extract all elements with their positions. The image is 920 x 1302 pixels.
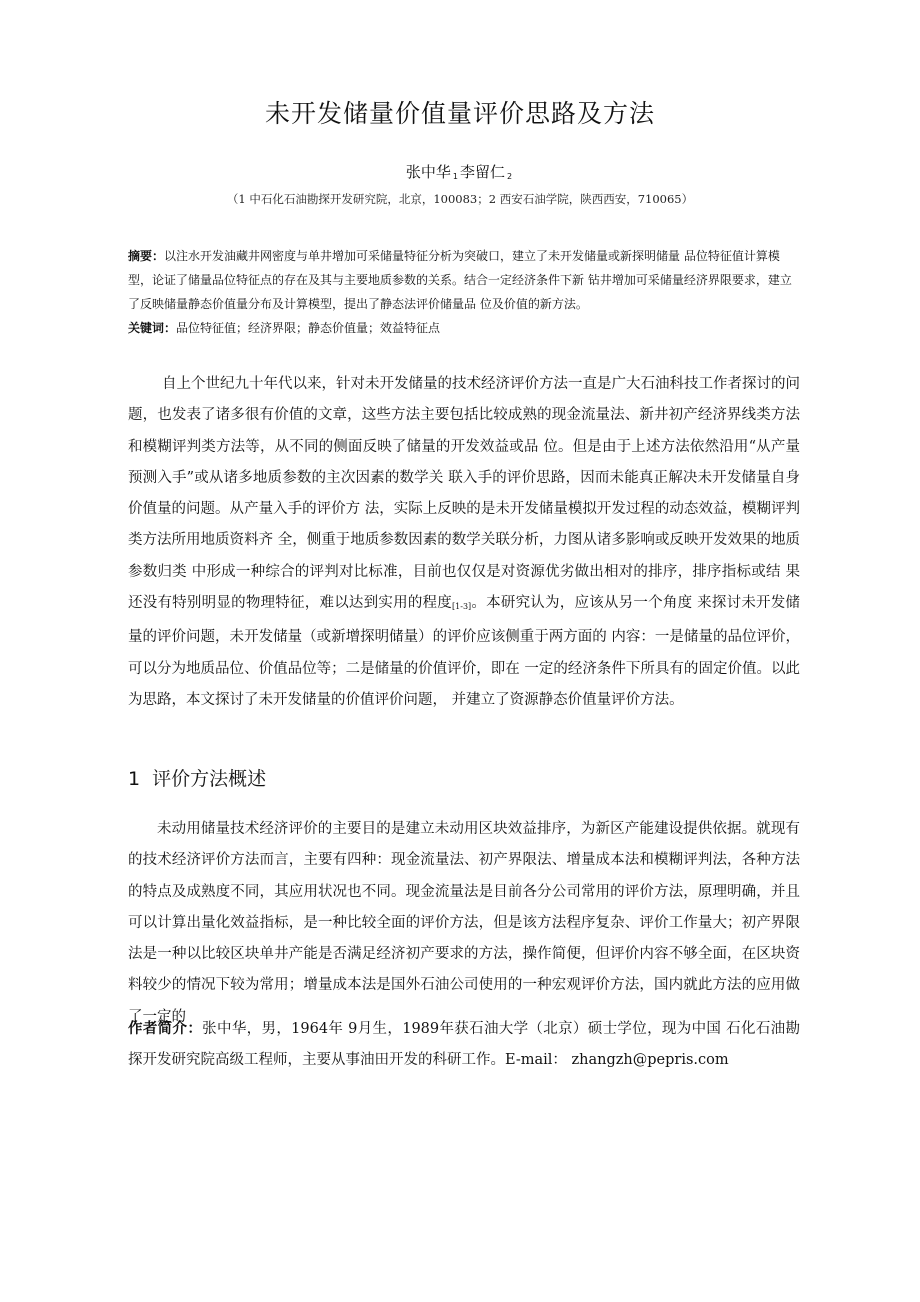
intro-paragraph xyxy=(128,369,800,716)
keywords xyxy=(128,316,798,340)
section-title: 评价方法概述 xyxy=(152,768,267,790)
intro-text-b: 。本研究认为，应该从另一个角度 来探讨未开发储量的评价问题，未开发储量（或新增探明储量）的评价应该侧重于两方面的 内容：一是储量的品位评价，可以分为地质品位、价值品位等；二是储量的价值评价，即在 一定的经济条件下所具有的固定价值。以此为思路，本文探讨了未开发储量的价值评价问题， 并建立了资源静态价值量评价方法。 xyxy=(128,595,801,708)
author-name-1: 张中华 xyxy=(405,163,451,181)
abstract-block xyxy=(128,244,798,340)
intro-section xyxy=(128,369,800,716)
section-number: 1 xyxy=(128,768,141,790)
abstract-label: 摘要： xyxy=(128,249,165,263)
author-name-2: 李留仁 xyxy=(460,163,506,181)
author-bio-label: 作者简介： xyxy=(128,1021,203,1037)
citation-ref: [1-3] xyxy=(452,602,472,612)
section-1-paragraph: 未动用储量技术经济评价的主要目的是建立未动用区块效益排序，为新区产能建设提供依据。就现有的技术经济评价方法而言，主要有四种：现金流量法、初产界限法、增量成本法和模糊评判法，各种方法的特点及成熟度不同，其应用状况也不同。现金流量法是目前各分公司常用的评价方法，原理明确，并且可以计算出量化效益指标，是一种比较全面的评价方法，但是该方法程序复杂、评价工作量大；初产界限法是一种以比较区块单井产能是否满足经济初产要求的方法，操作简便，但评价内容不够全面，在区块资料较少的情况下较为常用；增量成本法是国外石油公司使用的一种宏观评价方法，国内就此方法的应用做了一定的 xyxy=(128,821,800,1025)
section-1-heading xyxy=(128,764,266,791)
paper-title: 未开发储量价值量评价思路及方法 xyxy=(264,99,655,128)
affiliation: （1 中石化石油勘探开发研究院，北京，100083；2 西安石油学院，陕西西安，710065） xyxy=(226,192,694,206)
intro-text-a: 自上个世纪九十年代以来，针对未开发储量的技术经济评价方法一直是广大石油科技工作者探讨的问题，也发表了诸多很有价值的文章，这些方法主要包括比较成熟的现金流量法、新井初产经济界线类方法和模糊评判类方法等，从不同的侧面反映了储量的开发效益或品 位。但是由于上述方法依然沿用“从产量预测入手”或从诸多地质参数的主次因素的数学关 联入手的评价思路，因而未能真正解决未开发储量自身价值量的问题。从产量入手的评价方 法，实际上反映的是未开发储量模拟开发过程的动态效益，模糊评判类方法所用地质资料齐 全，侧重于地质参数因素的数学关联分析，力图从诸多影响或反映开发效果的地质参数归类 中形成一种综合的评判对比标准，目前也仅仅是对资源优劣做出相对的排序，排序指标或结 果还没有特别明显的物理特征，难以达到实用的程度 xyxy=(128,376,800,612)
keywords-text: 品位特征值；经济界限；静态价值量；效益特征点 xyxy=(176,321,441,335)
abstract-text: 以注水开发油藏井网密度与单井增加可采储量特征分析为突破口，建立了未开发储量或新探明储量 品位特征值计算模型，论证了储量品位特征点的存在及其与主要地质参数的关系。结合一定经济条件下新 钻井增加可采储量经济界限要求，建立了反映储量静态价值量分布及计算模型，提出了静态法评价储量品 位及价值的新方法。 xyxy=(128,249,792,311)
keywords-label: 关键词： xyxy=(128,321,177,335)
author-affil-mark-2: 2 xyxy=(507,172,513,181)
abstract xyxy=(128,244,798,316)
author-bio-text: 张中华，男，1964年 9月生，1989年获石油大学（北京）硕士学位，现为中国 石化石油勘探开发研究院高级工程师，主要从事油田开发的科研工作。E-mail： zhangzh@pepris.com xyxy=(128,1021,801,1068)
author-bio xyxy=(128,1014,800,1076)
author-line xyxy=(0,161,920,182)
section-1-body xyxy=(128,814,800,1033)
author-affil-mark-1: 1 xyxy=(452,172,458,181)
